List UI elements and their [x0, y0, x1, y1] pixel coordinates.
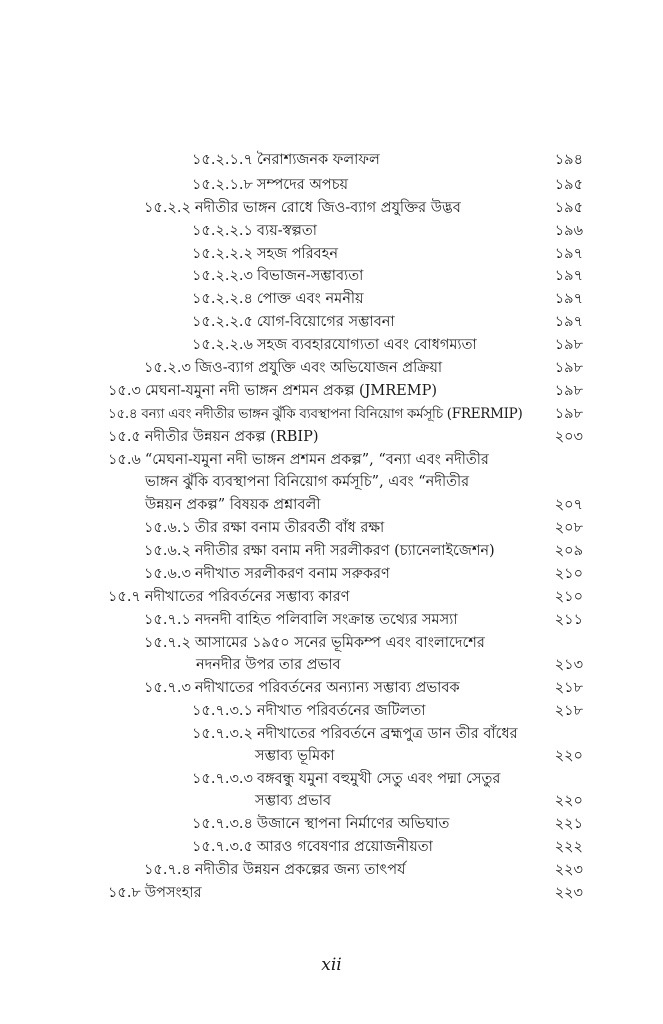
- toc-number: ১৫.২.২.৪: [192, 291, 253, 307]
- toc-page: ১৯৮: [554, 383, 583, 399]
- toc-entry: [192, 837, 433, 857]
- toc-entry: [144, 518, 384, 538]
- toc-entry: [192, 150, 380, 170]
- toc-entry: [255, 746, 335, 766]
- toc-entry: [108, 404, 522, 424]
- toc-page: ১৯৪: [554, 152, 583, 168]
- toc-entry: [192, 244, 338, 264]
- toc-title: আসামের ১৯৫০ সনের ভূমিকম্প এবং বাংলাদেশের: [194, 635, 485, 651]
- page-number: xii: [321, 955, 342, 975]
- toc-title: নদীখাতের পরিবর্তনের সম্ভাব্য কারণ: [144, 589, 350, 605]
- toc-page: ১৯৮: [554, 337, 583, 353]
- toc-entry: [108, 427, 319, 447]
- toc-title: সহজ ব্যবহারযোগ্যতা এবং বোধগম্যতা: [256, 337, 477, 353]
- toc-number: ১৫.৮: [108, 885, 141, 901]
- toc-entry: [192, 221, 317, 241]
- toc-number: ১৫.২.৩: [144, 360, 191, 376]
- toc-title: নদীখাত সরলীকরণ বনাম সরুকরণ: [194, 566, 390, 582]
- toc-title: নদনদীর উপর তার প্রভাব: [196, 657, 341, 673]
- toc-page: ১৯৭: [554, 268, 583, 284]
- toc-page: ২০৯: [554, 543, 583, 559]
- toc-number: ১৫.৭: [108, 589, 141, 605]
- toc-entry: [144, 678, 460, 698]
- toc-page: ১৯৫: [554, 200, 583, 216]
- toc-page: ২২১: [554, 816, 583, 832]
- toc-page: ২১৮: [554, 680, 583, 696]
- toc-title: নদীখাত পরিবর্তনের জটিলতা: [256, 703, 426, 719]
- toc-title: সম্পদের অপচয়: [256, 177, 349, 193]
- toc-number: ১৫.৬.৩: [144, 566, 191, 582]
- toc-number: ১৫.২.২.২: [192, 246, 253, 262]
- toc-title: পোক্ত এবং নমনীয়: [256, 291, 364, 307]
- toc-entry: [192, 724, 518, 744]
- toc-page: ১৯৬: [554, 223, 583, 239]
- toc-title: যোগ-বিয়োগের সম্ভাবনা: [256, 314, 395, 330]
- toc-entry: [255, 791, 331, 811]
- toc-entry: [192, 289, 364, 309]
- toc-entry: [144, 610, 458, 630]
- toc-title: উপসংহার: [144, 885, 202, 901]
- toc-title: নদীখাতের পরিবর্তনে ব্রহ্মপুত্র ডান তীর বাঁধের: [256, 726, 518, 742]
- toc-number: ১৫.২.২.৬: [192, 337, 253, 353]
- toc-number: ১৫.৭.২: [144, 635, 191, 651]
- toc-title: নদীতীর ভাঙ্গন রোধে জিও-ব্যাগ প্রযুক্তির উদ্ভব: [194, 200, 461, 216]
- toc-page: ১৯৭: [554, 291, 583, 307]
- toc-entry: [192, 769, 500, 789]
- toc-title: মেঘনা-যমুনা নদী ভাঙ্গন প্রশমন প্রকল্প (JMREMP): [144, 383, 438, 399]
- toc-number: ১৫.৭.৩.৫: [192, 839, 253, 855]
- toc-number: ১৫.২.২.১: [192, 223, 253, 239]
- toc-page: ২১১: [554, 612, 583, 628]
- toc-page: ২১৩: [554, 657, 583, 673]
- toc-entry: [192, 335, 477, 355]
- toc-number: ১৫.৫: [108, 429, 141, 445]
- toc-title: সহজ পরিবহন: [256, 246, 339, 262]
- toc-number: ১৫.২.২: [144, 200, 191, 216]
- toc-page: ২১০: [554, 566, 583, 582]
- toc-number: ১৫.৬: [108, 452, 141, 468]
- toc-entry: [192, 701, 425, 721]
- toc-number: ১৫.৭.৩.৩: [192, 771, 253, 787]
- toc-title: তীর রক্ষা বনাম তীরবর্তী বাঁধ রক্ষা: [194, 520, 385, 536]
- toc-title: নদনদী বাহিত পলিবালি সংক্রান্ত তথ্যের সমস্যা: [194, 612, 458, 628]
- toc-title: নৈরাশ্যজনক ফলাফল: [256, 152, 380, 168]
- toc-number: ১৫.৭.৩.২: [192, 726, 253, 742]
- toc-entry: [144, 358, 442, 378]
- toc-entry: [108, 883, 202, 903]
- toc-page: ২২২: [554, 839, 583, 855]
- toc-number: ১৫.৩: [108, 383, 141, 399]
- toc-number: ১৫.৭.৩: [144, 680, 191, 696]
- toc-title: সম্ভাব্য ভূমিকা: [255, 748, 335, 764]
- toc-page: ১৯৮: [554, 406, 583, 422]
- toc-title: “মেঘনা-যমুনা নদী ভাঙ্গন প্রশমন প্রকল্প”, “বন্যা এবং নদীতীর: [144, 452, 489, 468]
- toc-number: ১৫.২.২.৩: [192, 268, 253, 284]
- toc-entry: [144, 860, 406, 880]
- toc-entry: [192, 175, 348, 195]
- toc-page: ১৯৫: [554, 177, 583, 193]
- toc-page: ২২০: [554, 748, 583, 764]
- toc-entry: [145, 472, 469, 492]
- toc-title: উজানে স্থাপনা নির্মাণের অভিঘাত: [256, 816, 450, 832]
- toc-number: ১৫.৭.৪: [144, 862, 191, 878]
- toc-number: ১৫.২.১.৭: [192, 152, 253, 168]
- toc-entry: [196, 655, 341, 675]
- toc-number: ১৫.৭.৩.৪: [192, 816, 253, 832]
- toc-page: ১৯৮: [554, 360, 583, 376]
- toc-page: ১৯৭: [554, 246, 583, 262]
- toc-entry: [108, 450, 489, 470]
- toc-title: উন্নয়ন প্রকল্প” বিষয়ক প্রশ্নাবলী: [145, 497, 321, 513]
- toc-title: নদীখাতের পরিবর্তনের অন্যান্য সম্ভাব্য প্রভাবক: [194, 680, 460, 696]
- toc-entry: [108, 381, 437, 401]
- toc-entry: [192, 312, 395, 332]
- toc-entry: [144, 541, 495, 561]
- toc-title: সম্ভাব্য প্রভাব: [255, 793, 332, 809]
- toc-title: বিভাজন-সম্ভাব্যতা: [256, 268, 364, 284]
- toc-page: ২০৩: [554, 429, 583, 445]
- toc-number: ১৫.৬.২: [144, 543, 191, 559]
- toc-page: ১৯৭: [554, 314, 583, 330]
- toc-page: ২২০: [554, 793, 583, 809]
- toc-entry: [145, 495, 320, 515]
- toc-page: ২২৩: [554, 862, 583, 878]
- toc-title: নদীতীর উন্নয়ন প্রকল্প (RBIP): [144, 429, 319, 445]
- toc-title: নদীতীর উন্নয়ন প্রকল্পের জন্য তাৎপর্য: [194, 862, 406, 878]
- toc-number: ১৫.৭.১: [144, 612, 191, 628]
- toc-title: আরও গবেষণার প্রয়োজনীয়তা: [256, 839, 433, 855]
- toc-page: ২২৩: [554, 885, 583, 901]
- toc-title: বঙ্গবন্ধু যমুনা বহুমুখী সেতু এবং পদ্মা সেতুর: [256, 771, 501, 787]
- toc-number: ১৫.৬.১: [144, 520, 191, 536]
- toc-title: ভাঙ্গন ঝুঁকি ব্যবস্থাপনা বিনিয়োগ কর্মসূচি”, এবং “নদীতীর: [145, 474, 470, 490]
- toc-entry: [144, 564, 390, 584]
- toc-entry: [192, 814, 449, 834]
- toc-entry: [144, 198, 461, 218]
- toc-entry: [144, 633, 485, 653]
- toc-title: ব্যয়-স্বল্পতা: [256, 223, 317, 239]
- toc-entry: [192, 266, 363, 286]
- toc-page: ২০৭: [554, 497, 583, 513]
- toc-title: বন্যা এবং নদীতীর ভাঙ্গন ঝুঁকি ব্যবস্থাপনা বিনিয়োগ কর্মসূচি (FRERMIP): [141, 406, 523, 422]
- toc-entry: [108, 587, 350, 607]
- toc-page: ২১৮: [554, 703, 583, 719]
- toc-number: ১৫.৪: [108, 406, 138, 422]
- toc-number: ১৫.২.২.৫: [192, 314, 253, 330]
- toc-page: ২১০: [554, 589, 583, 605]
- toc-number: ১৫.৭.৩.১: [192, 703, 253, 719]
- toc-title: জিও-ব্যাগ প্রযুক্তি এবং অভিযোজন প্রক্রিয়া: [194, 360, 443, 376]
- toc-number: ১৫.২.১.৮: [192, 177, 253, 193]
- toc-title: নদীতীর রক্ষা বনাম নদী সরলীকরণ (চ্যানেলাইজেশন): [194, 543, 495, 559]
- toc-page: ২০৮: [554, 520, 583, 536]
